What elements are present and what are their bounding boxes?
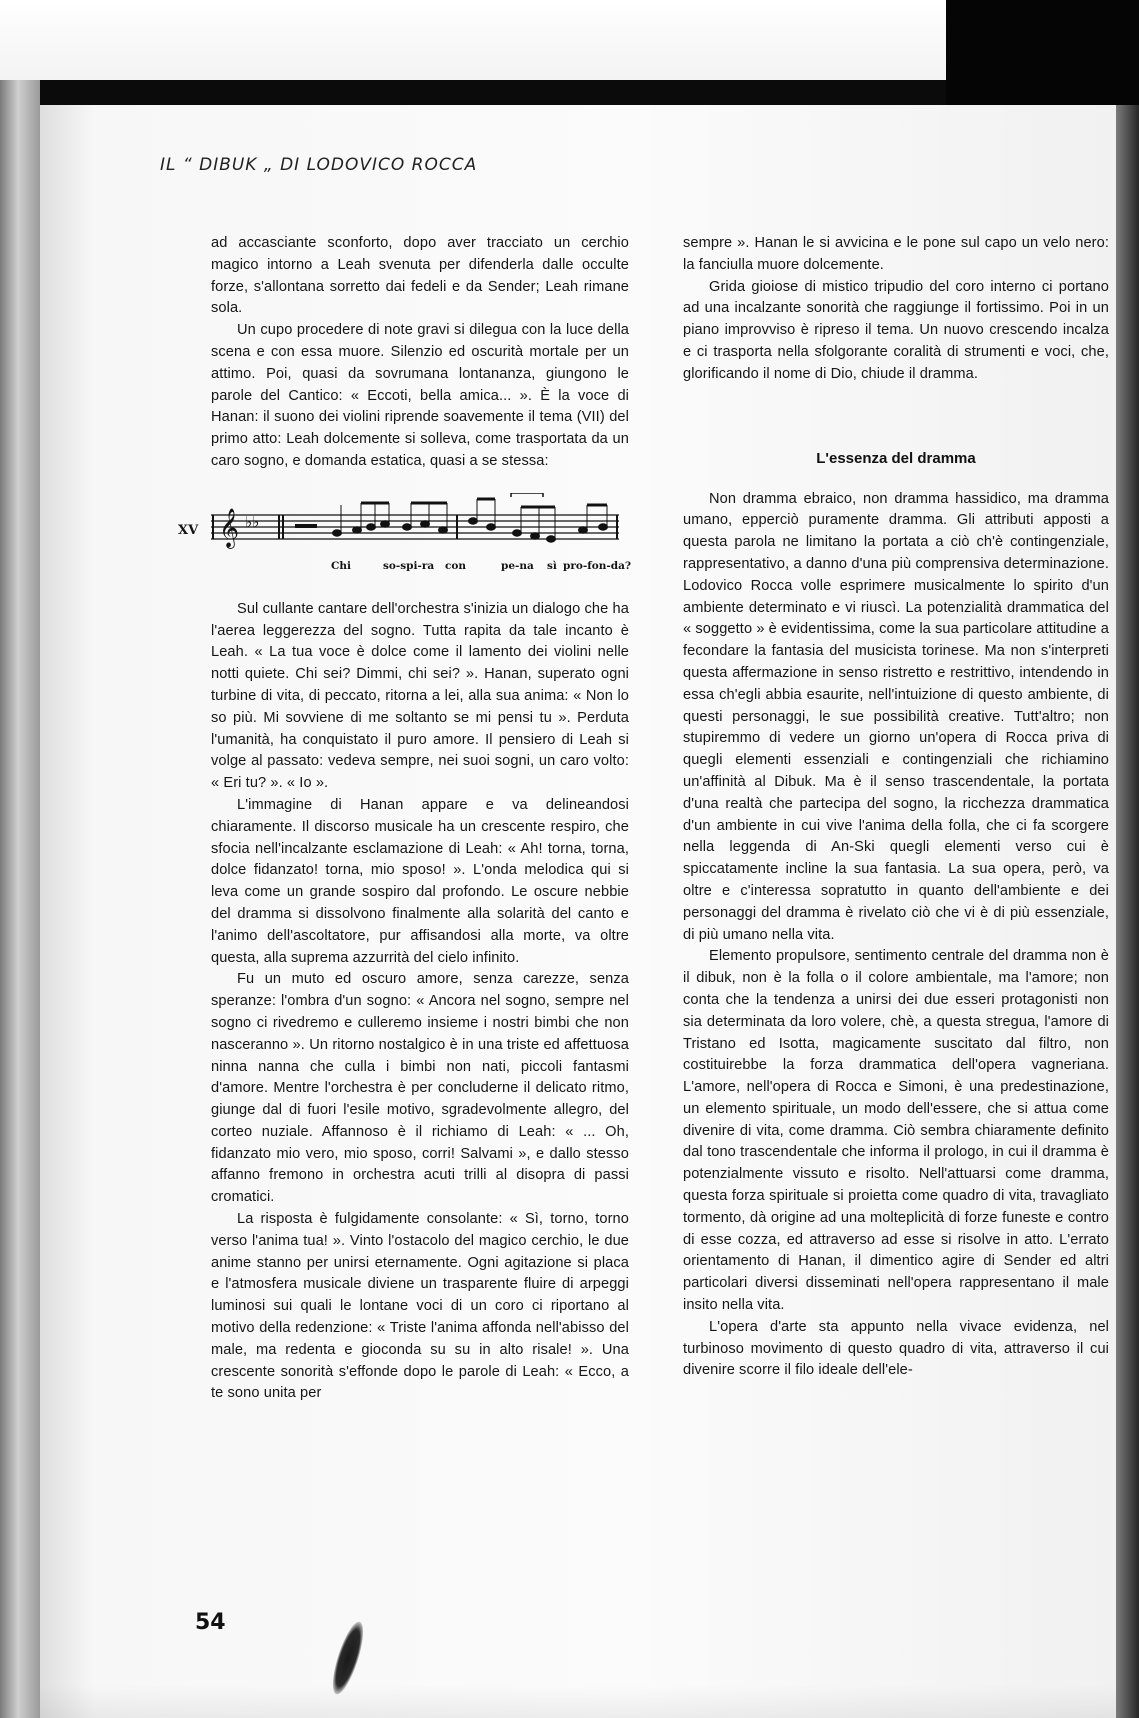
scan-bottom-shadow	[40, 1685, 1116, 1718]
paragraph: Non dramma ebraico, non dramma hassidico, ma dramma umano, epperciò puramente dramma. Gli attributi apposti a questa parola ne limitano la portata a ciò ch'è contingenziale, rappresentativo, a danno d'una più comprensiva determinazione. Lodovico Rocca volle esprimere musicalmente lo spirito d'un ambiente determinato e vi riuscì. La potenzialità drammatica del « soggetto » è evidentissima, come la sua particolare attitudine a fecondare la fantasia del musicista torinese. Ma non s'interpreti questa affermazione in senso ristretto e restrittivo, intendendo in essa ch'egli abbia esaurite, nell'intuizione di questo ambiente, di questi personaggi, le sue possibilità creative. Tutt'altro; non stupiremmo di vedere un giorno un'opera di Rocca priva di quegli elementi essenziali e contingenziali che richiamino un'affinità al Dibuk. Ma è il senso trascendentale, la portata d'una realtà che partecipa del sogno, la ricchezza drammatica d'un ambiente in cui vive l'anima della folla, che ci fa scorgere nella leggenda di An-Ski quegli elementi verso cui è spiccatamente incline la sua fantasia. La sua opera, però, va oltre e c'interessa sopratutto in quanto dell'ambiente e dei personaggi del dramma è rivelato ciò che vi è di più essenziale, di più umano nella vita.	[683, 490, 1110, 943]
book-page	[40, 105, 1116, 1718]
scan-corner-shadow	[946, 0, 1139, 110]
paragraph: L'opera d'arte sta appunto nella vivace evidenza, nel turbinoso movimento di questo quadro di vita, attraverso il cui divenire scorre il filo ideale dell'ele-	[683, 1318, 1109, 1379]
music-example-label: XV	[178, 522, 199, 538]
lyric-syllable: pro-fon-da?	[563, 559, 632, 572]
paragraph: Elemento propulsore, sentimento centrale del dramma non è il dibuk, non è la folla o il colore ambientale, ma l'amore; non conta che la tendenza a unirsi dei due esseri protagonisti non sia determinata da loro volere, chè, a questa stregua, l'amore di Tristano ed Isotta, magicamente suscitato dal filtro, non costituirebbe la forza drammatica dell'opera vagneriana. L'amore, nell'opera di Rocca e Simoni, è una predestinazione, un elemento spirituale, un modo dell'essere, che si attua come divenire di vita, come dramma. Ciò sembra chiaramente definito dal tono trascendentale che informa il prologo, in cui il dramma è potenzialmente vissuto e risolto. Nell'attuarsi come dramma, questa forza spirituale si proietta come quadro di vita, travagliato tormento, dà origine ad una molteplicità di forze funeste e contro di esse cozza, ed attraverso ad esse si risolve in atto. L'errato orientamento di Hanan, il dimentico agire di Sender ed altri particolari diversi disseminati nell'opera rappresentano il male insito nella vita.	[683, 948, 1109, 1314]
paragraph: Fu un muto ed oscuro amore, senza carezze, senza speranze: l'ombra d'un sogno: « Ancora nel sogno, sempre nel sogno ci rivedremo e culleremo insieme i nostri bimbi che non nasceranno ». Un ritorno nostalgico è in una triste ed affettuosa ninna nanna che culla i bimbi non nati, piccoli fantasmi d'amore. Mentre l'orchestra è per concluderne il delicato ritmo, giunge dal di fuori l'esile motivo, sgradevolmente allegro, del corteo nuziale. Affannoso è il richiamo di Leah: « ... Oh, fidanzato mio vero, mio sposo, corri! Salvami », e dallo stesso affanno fremono in orchestra acuti trilli al disopra di passi cromatici.	[211, 971, 629, 1206]
page-number: 54	[195, 1610, 226, 1635]
scan-right-edge	[1116, 105, 1139, 1718]
paragraph: L'immagine di Hanan appare e va delineandosi chiaramente. Il discorso musicale ha un crescente respiro, che sfocia nell'incalzante esclamazione di Leah: « Ah! torna, torna, dolce fidanzato! torna, mio sposo! ». L'onda melodica qui si leva come un grande sospiro dal profondo. Le oscure nebbie del dramma si dissolvono finalmente alla solarità del canto e l'animo dell'ascoltatore, pur affisandosi alla morte, va oltre questa, alla suprema azzurrità del cielo infinito.	[211, 796, 629, 966]
notes	[333, 493, 608, 542]
right-column	[683, 233, 1109, 1382]
lyric-syllable: Chi	[331, 559, 351, 572]
paragraph: Grida gioiose di mistico tripudio del coro interno ci portano ad una incalzante sonorità che raggiunge il fortissimo. Poi in un piano improvviso è ripreso il tema. Un nuovo crescendo incalza e ci trasporta nella sfolgorante coralità di strumenti e voci, che, glorificando il nome di Dio, chiude il dramma.	[683, 278, 1109, 382]
paragraph: sempre ». Hanan le si avvicina e le pone sul capo un velo nero: la fanciulla muore dolcemente.	[683, 235, 1109, 273]
paragraph: ad accasciante sconforto, dopo aver tracciato un cerchio magico intorno a Leah svenuta per difenderla dalle occulte forze, s'allontana sorretto dai fedeli e da Sender; Leah rimane sola.	[211, 235, 629, 317]
whole-rest	[295, 524, 317, 528]
treble-clef: 𝄞	[219, 507, 240, 548]
paragraph: La risposta è fulgidamente consolante: « Sì, torno, torno verso l'anima tua! ». Vinto l'ostacolo del magico cerchio, le due anime stanno per unirsi eternamente. Ogni agitazione si placa e l'atmosfera musicale diviene un trasparente fluire di arpeggi luminosi sui quali le lontane voci di un coro ci riportano al motivo della redenzione: « Triste l'anima affonda nell'abisso del male, ma redenta e gioconda su su in alto risale! ». Una crescente sonorità s'effonde dopo le parole di Leah: « Ecco, a te sono unita per	[211, 1211, 629, 1402]
lyric-syllable: so-spi-ra	[383, 559, 435, 572]
music-example	[178, 493, 632, 583]
lyric-syllable: con	[445, 559, 467, 572]
running-head: IL “ DIBUK „ DI LODOVICO ROCCA	[160, 155, 478, 175]
lyric-syllable: pe-na	[501, 559, 534, 572]
book-gutter	[0, 80, 40, 1718]
staff-lines	[211, 512, 619, 539]
section-title: L'essenza del dramma	[816, 449, 976, 467]
key-signature: ♭♭	[245, 512, 260, 531]
paragraph: Sul cullante cantare dell'orchestra s'inizia un dialogo che ha l'aerea leggerezza del sogno. Tutta rapita da tale incanto è Leah. « La tua voce è dolce come il lamento dei violini nelle notti quiete. Chi sei? Dimmi, chi sei? ». Hanan, superato ogni turbine di vita, di peccato, ritorna a lei, alla sua anima: « Non lo so più. Mi sovviene di me soltanto se mi pensi tu ». Perduta l'umanità, ha conquistato il puro amore. Il pensiero di Leah si volge al passato: vedeva sempre, nei suoi sogni, un caro volto: « Eri tu? ». « Io ».	[211, 600, 629, 792]
lyric-syllable: sì	[547, 559, 557, 572]
music-staff	[211, 493, 629, 559]
left-column	[178, 233, 632, 1405]
paragraph: Un cupo procedere di note gravi si dilegua con la luce della scena e con essa muore. Silenzio ed oscurità mortale per un attimo. Poi, quasi da sovrumana lontananza, giungono le parole del Cantico: « Eccoti, bella amica... ». È la voce di Hanan: il suono dei violini riprende soavemente il tema (VII) del primo atto: Leah dolcemente si solleva, come trasportata da un caro sogno, e domanda estatica, quasi a se stessa:	[211, 322, 629, 469]
